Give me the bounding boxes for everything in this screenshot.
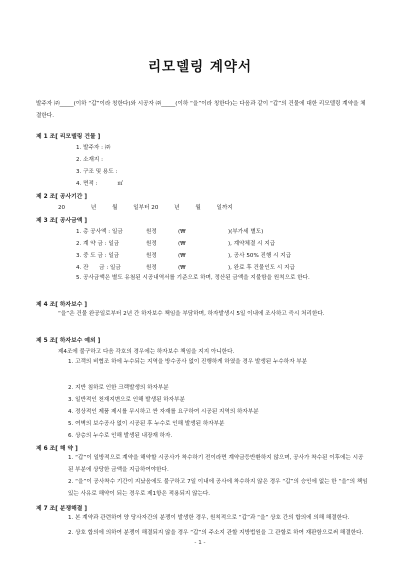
article-5-item: 4. 정상적인 제품 제시를 무시하고 싼 자재를 요구하여 시공된 지역의 하자부분 bbox=[68, 409, 259, 415]
payment-unit: 원정 bbox=[146, 229, 157, 235]
article-6-heading: 제 6 조[ 해 약 ] bbox=[36, 446, 78, 452]
article-3-item-5: 5. 공사금액은 별도 유첨된 시공내역서를 기준으로 하며, 정산된 금액을 지불함을 원칙으로 한다. bbox=[76, 275, 310, 281]
payment-label: 2. 계 약 금 : 일금 bbox=[76, 241, 120, 247]
article-7-item: 2. 상호 합의에 의하여 분쟁이 해결되지 않을 경우 “갑”의 주소지 관할 지방법원을 그 관할로 하여 재판함으로써 해결한다. bbox=[68, 530, 364, 536]
article-5-lead: 제4조에 불구하고 다음 각호의 경우에는 하자보수 책임을 지지 아니한다. bbox=[58, 349, 235, 355]
area-label: 4. 면적 : bbox=[76, 181, 98, 187]
article-5-item: 6. 상층의 누수로 인해 발생된 내장재 하자. bbox=[68, 433, 173, 439]
article-5-item: 3. 일반적인 천재지변으로 인해 발생된 하자부분 bbox=[68, 397, 185, 403]
payment-unit: 원정 bbox=[146, 241, 157, 247]
period-start: 일부터 20 bbox=[133, 205, 159, 211]
article-5-item: 2. 지반 침하로 인한 크랙발생의 하자부분 bbox=[68, 385, 169, 391]
article-2-heading: 제 2 조[ 공사기간 ] bbox=[36, 194, 88, 200]
article-5-item: 1. 고객의 비협조 하에 누수되는 지역을 방수공사 없이 진행하게 하였을 경우 발생된 누수하자 부분 bbox=[68, 359, 308, 365]
payment-row-total bbox=[76, 227, 263, 235]
article-7-item: 1. 본 계약과 관련하여 양 당사자간의 분쟁이 발생한 경우, 원칙적으로 “갑”과 “을” 상호 간의 합의에 의해 해결한다. bbox=[68, 515, 350, 521]
payment-row-deposit bbox=[76, 239, 275, 247]
article-4-heading: 제 4 조[ 하자보수 ] bbox=[36, 302, 88, 308]
payment-row-interim bbox=[76, 251, 291, 259]
document-title: 리모델링 계약서 bbox=[148, 59, 252, 75]
article-6-item: 1. “갑”이 일방적으로 계약을 해약할 시공사가 착수하기 전이라면 계약금등반환하지 않으며, 공사가 착수된 이후에는 시공된 부분에 상당한 금액을 지급하여야한다. bbox=[68, 455, 364, 473]
payment-label: 4. 잔 금 : 일금 bbox=[76, 265, 121, 271]
area-unit: ㎡ bbox=[117, 181, 123, 187]
payment-unit: 원정 bbox=[146, 265, 157, 271]
article-6-item: 2. “을”이 공사착수 기간이 지났음에도 불구하고 7일 이내에 공사에 착수하지 않은 경우 “갑”의 승인에 없는 한 “을”의 책임있는 사유로 해약이 되는 경우로 제1항은 적용되지 않는다. bbox=[68, 479, 368, 497]
payment-won: (₩ bbox=[178, 253, 186, 259]
page-number: - 1 - bbox=[194, 540, 206, 546]
payment-row-balance bbox=[76, 263, 295, 271]
article-1-heading: 제 1 조[ 리모델링 건물 ] bbox=[36, 134, 101, 140]
article-1-item-3: 3. 구조 및 용도 : bbox=[76, 169, 118, 175]
article-1-item-2: 2. 소재지 : bbox=[76, 157, 103, 163]
payment-unit: 원정 bbox=[146, 253, 157, 259]
payment-won: (₩ bbox=[178, 229, 186, 235]
intro-paragraph: 발주자 ㈜_____(이하 “갑”이라 칭한다)와 시공자 ㈜_____(이하 “을”이라 칭한다)는 다음과 같이 “갑”의 건물에 대한 리모델링 계약을 체결한다. bbox=[36, 101, 366, 119]
period-end: 일까지 bbox=[216, 205, 233, 211]
article-5-item: 5. 여벽의 보수공사 없이 시공된 후 누수로 인해 발생된 하자부분 bbox=[68, 421, 225, 427]
payment-note: ), 공사 50% 진행 시 지급 bbox=[228, 253, 292, 259]
construction-period bbox=[58, 203, 233, 211]
period-year-prefix: 20 bbox=[58, 205, 66, 211]
payment-label: 1. 총 공사액 : 일금 bbox=[76, 229, 123, 235]
payment-note: ), 완료 후 건물인도 시 지급 bbox=[228, 265, 295, 271]
article-1-item-4 bbox=[76, 179, 123, 187]
payment-note: )(부가세 별도) bbox=[228, 229, 264, 235]
article-7-heading: 제 7 조[ 분쟁해결 ] bbox=[36, 506, 88, 512]
period-month: 월 bbox=[112, 205, 118, 211]
period-year: 년 bbox=[90, 205, 97, 211]
payment-note: ), 계약체결 시 지급 bbox=[228, 241, 276, 247]
payment-won: (₩ bbox=[178, 241, 186, 247]
period-end-month: 월 bbox=[195, 205, 201, 211]
article-1-item-1: 1. 발주자 : ㈜ bbox=[76, 145, 111, 151]
article-3-heading: 제 3 조[ 공사금액 ] bbox=[36, 218, 88, 224]
payment-won: (₩ bbox=[178, 265, 186, 271]
article-5-heading: 제 5 조[ 하자보수 예외 ] bbox=[36, 338, 101, 344]
article-4-text: “을”은 건물 완공일로부터 2년 간 하자보수 책임을 부담하며, 하자발생시 5일 이내에 조사하고 즉시 처리한다. bbox=[58, 311, 325, 317]
payment-label: 3. 중 도 금 : 일금 bbox=[76, 253, 120, 259]
period-end-year: 년 bbox=[174, 205, 180, 211]
